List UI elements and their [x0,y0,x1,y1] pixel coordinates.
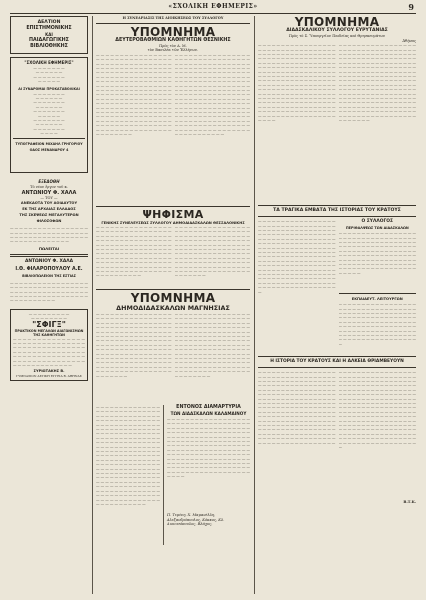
paper-name: "ΣΧΟΛΙΚΗ ΕΦΗΜΕΡΙΣ" [24,60,74,65]
bulletin-title-4: ΠΑΙΔΑΓΩΓΙΚΗΣ [29,38,69,43]
memo-1-recipient: Πρὸς τὸν Α. Μ. [159,43,187,48]
subscription-box [10,57,88,173]
protest-article: ΕΝΤΟΝΟΣ ΔΙΑΜΑΡΤΥΡΙΑ ΤΩΝ ΔΙΔΑΣΚΑΛΩΝ ΚΑΛΑΜΑΙΝΟΥ — — — — — — — — — — — — — — — — — — — — — — — — — — — — — — — — — — — — — — — — — — — — — — — — — — — — — — — — — — — — — — — — — — — — — — — — — — — — — — — — — — — — — — — — — — — — — — — — — — — — — — — — — — — — — — — — — — — — — — — — — — — — — — — — — — — — — — — — — — — — — — — — — — — — — — — — — — — — — — — — — — — — — — — — — — — — — — — — — — — — — — — — — — — — — — — — — — — — — — — — — — — — — — — — — — — — — — — — — — — — — — — — — — — — — — — — — — — — — — Π. Τεμένη, Χ. Μαμανέλλη, Αλεξανδρόπουλος, Κόκκος, Κλ. Διονυσόπουλος, Βλάχος, [163,405,250,545]
book-ad: ΕΞΕΔΟΘΗ Τὸ νέον ἔργον τοῦ κ. ΑΝΤΩΝΙΟΥ Φ. ΧΑΛΑ — ΤΟΥ — ΑΝΕΚΔΟΤΑ ΤΟΥ ΑΟΙΔΑΥΤΟΥ ΕΚ ΤΗΣ ΑΡΧΑΙΑΣ ΕΛΛΑΔΟΣ ΤΗΣ ΣΚΕΨΕΩΣ ΜΕΓΑΛΥΤΕΡΩΝ ΦΙΛΟΣΟΦΩΝ — — — — — — — — — — — — — — — — — — — — — — — — — — — — — — — — — — — — — — — — — — — — — — — — — — — — — — — — — — — — — — — — ΠΩΛΕΙΤΑΙ ΑΝΤΩΝΙΟΥ Φ. ΧΑΛΑ Ι.Θ. ΦΙΛΑΡΟΠΟΥΛΟΥ Α.Ε. ΒΙΒΛΙΟΠΩΛΕΙΟΝ ΤΗΣ ΕΣΤΙΑΣ — — — — — — — — — — — — — — — — — — — — — — — — — — — — — — — — — — — — — — — — — — — — — — — — — — — — — — — — — — — — — — — — — — — — — — — — — — — — — — [10,179,88,303]
decree-body: — — — — — — — — — — — — — — — — — — — — — — — — — — — — — — — — — — — — — — — — — — — — — — — — — — — — — — — — — — — — — — — — — — — — — — — — — — — — — — — — — — — — — — — — — — — — — — — — — — — — — — — — — — — — — — — — — — — — — — — — — — — — — — — — — — — — — — — — — — — — — — — — — — — — — — — — — — — — — — — — — — — — — — — — — — — — — — — — — — — — — — — — — — — — — — — — — — — — — — — — — — — — — — — — — — — — — — — — — — — — — — — — — — — — — — — — — — — — — — — — — — — — — — — — — — — — — — — — — — — — — — — — — — — — — — — — — — — — — — — — — — — — — — — — — — — — — — — — — — — — — — — — — — — — — — — — — — — — — — — — — — — — — — — — — — — — — — — — — — — — — — — — — — — — — — — — — — — — — — — — — — — — — — — — — [96,224,250,278]
memo-2-body: — — — — — — — — — — — — — — — — — — — — — — — — — — — — — — — — — — — — — — — — — — — — — — — — — — — — — — — — — — — — — — — — — — — — — — — — — — — — — — — — — — — — — — — — — — — — — — — — — — — — — — — — — — — — — — — — — — — — — — — — — — — — — — — — — — — — — — — — — — — — — — — — — — — — — — — — — — — — — — — — — — — — — — — — — — — — — — — — — — — — — — — — — — — — — — — — — — — — — — — — — — — — — — — — — — — — — — — — — — — — — — — — — — — — — — — — — — — — — — — — — — — — — — — — — — — — — — — — — — — — — — — — — — — — — — — — — — — — — — — — — — — — — — — — — — — — — — — — — — — — — — — — — — — — — — — — — — — — — — — — — — — — — — — — — — — — — — — — — — — — — — — — — — — — — — — — — — — — — — — — — — — — — — — — — — — — — — — — — — — — — — — — — — — — — — — — — — — — — — — — — — — — — — — — — — — — — — — — — — — — — — — — — — — — — — — — — — — — — — — — — — — — — — — — — — — — — — — — — — — — — — — [96,311,250,378]
author-1: ΑΝΤΩΝΙΟΥ Φ. ΧΑΛΑ [21,189,77,196]
work-2-line-b: ΒΙΒΛΙΟΠΩΛΕΙΟΝ ΤΗΣ ΕΣΤΙΑΣ [22,273,76,278]
memo-1-title: ΥΠΟΜΝΗΜΑ [130,24,216,39]
decree-title: ΨΗΦΙΣΜΑ [142,207,204,221]
center-column [96,16,250,594]
bulletin-title-3: ΚΑΙ [45,32,53,37]
society-title: Ο ΣΥΛΛΟΓΟΣ [361,219,393,225]
sfix-address: ΓΥΜΝΑΣΙΟΝ ΑΣΤΙΚΗ ΕΓΓΕΙΑ Β. ΑΘΗΝΑΣ [16,373,82,378]
column-separator [254,16,255,594]
protest-subtitle: ΤΩΝ ΔΙΔΑΣΚΑΛΩΝ ΚΑΛΑΜΑΙΝΟΥ [170,410,247,416]
memo-1-subtitle: ΔΕΥΤΕΡΟΒΑΘΜΙΩΝ ΚΑΘΗΓΗΤΩΝ ΘΕΣΝΙΚΗΣ [115,37,231,43]
work-1-line-c: ΤΗΣ ΣΚΕΨΕΩΣ ΜΕΓΑΛΥΤΕΡΩΝ [19,213,79,218]
article-signature: Β.Τ.Κ. [403,500,416,505]
memo-3-subtitle: ΔΙΔΑΣΚΑΛΙΚΟΥ ΣΥΛΛΟΓΟΥ ΕΥΡΥΤΑΝΙΑΣ [286,28,388,33]
left-column [10,16,88,594]
lower-center [96,405,250,545]
published-label: ΕΞΕΔΟΘΗ [38,179,60,184]
memo-1-recipient-2: τὸν Βασιλέα τῶν Ἑλλήνων. [147,48,199,53]
header-rule [10,13,416,14]
memo-3-body: — — — — — — — — — — — — — — — — — — — — — — — — — — — — — — — — — — — — — — — — — — — — — — — — — — — — — — — — — — — — — — — — — — — — — — — — — — — — — — — — — — — — — — — — — — — — — — — — — — — — — — — — — — — — — — — — — — — — — — — — — — — — — — — — — — — — — — — — — — — — — — — — — — — — — — — — — — — — — — — — — — — — — — — — — — — — — — — — — — — — — — — — — — — — — — — — — — — — — — — — — — — — — — — — — — — — — — — — — — — — — — — — — — — — — — — — — — — — — — — — — — — — — — — — — — — — — — — — — — — — — — — — — — — — — — — — — — — — — — — — — — — — — — — — — — — — — — — — — — — — — — — — — — — — — — — — — — — — — — — — — — — — — — — — — — — — — — — — — — — — — — — — — — — — — — — — — — — — — — — — — — — — — — — — — — — — — — — — — — — — — — — — — — — — — — — — — — — — — — — — — — — — — — — — — — — — — — — — — — — — — — — — — — — — — — — — — — — — — — — — — — — — — — — — — — — — — — — — — — — — — — — — — — — — — — — — — — — — — — — — — — — — — — — — — — — — — — — — — — — — — — — — — — — — — — — — — — — — — — — — — — — — — — — — — — — — — — — — — — — — — — — — — — — — — — — — — — — — — — — — — — — — — — — — — — — — — — — — — — — — — — — — — — — — — [258,43,416,123]
decree-subtitle: ΓΕΝΙΚΗΣ ΣΥΝΕΛΕΥΣΕΩΣ ΣΥΛΛΟΓΟΥ ΔΗΜΟΔΙΔΑΣΚΑΛΩΝ ΘΕΣΣΑΛΟΝΙΚΗΣ [101,220,245,225]
history-article: — — — — — — — — — — — — — — — — — — — — — — — — — — — — — — — — — — — — — — — — — — — — — — — — — — — — — — — — — — — — — — — — — — — — — — — — — — — — — — — — — — — — — — — — — — — — — — — — — — — — — — — — — — — — — — — — — — — — — — — — — — — — — — — — — — — — — — — — — — — — — — — — — — — — — — — — — — — — — — — — — — — — — — — — — — — — — — — — — — — — — — — — — — — — — — — — — — — — — — — — — — — — — — — — — — — — — — — — — — — — — — — — — — — — — — — — — — — — — — — — — — — — — — — — — — — — — — — — — — — — — — — — — — — — — — — — — Ο ΣΥΛΛΟΓΟΣ ΠΕΡΙΘΑΛΨΕΩΣ ΤΩΝ ΔΙΔΑΣΚΑΛΩΝ — — — — — — — — — — — — — — — — — — — — — — — — — — — — — — — — — — — — — — — — — — — — — — — — — — — — — — — — — — — — — — — — — — — — — — — — — — — — — — — — — — — — — — — — — — — — — — — — — — — — — — — — — — — — — — — — — — — — — — — — — — — — — — — — — — — — — — — — — — — — — — — — — — — — — — — — — — — — — — ΕΚΠΑΙΔΕΥΤ. ΛΕΙΤΟΥΡΓΩΝ — — — — — — — — — — — — — — — — — — — — — — — — — — — — — — — — — — — — — — — — — — — — — — — — — — — — — — — — — — — — — — — — — — — — — — — — — — — — — — — — — — — — — — — — — — — — — — — — — — — — — — — — — — — — — — — — — — — — — — — — — — — — — — — — — — — — — — — — — — — — — — — — — — — — — — — — — — [258,219,416,354]
history-article-title: ΤΑ ΤΡΑΓΙΚΑ ΕΜΒΑΤΑ ΤΗΣ ΙΣΤΟΡΙΑΣ ΤΟΥ ΚΡΑΤΟΥΣ [273,208,401,214]
board-title: ΕΚΠΑΙΔΕΥΤ. ΛΕΙΤΟΥΡΓΩΝ [351,297,403,302]
author-2: ΑΝΤΩΝΙΟΥ Φ. ΧΑΛΑ [24,258,74,264]
society-subtitle: ΠΕΡΙΘΑΛΨΕΩΣ ΤΩΝ ΔΙΔΑΣΚΑΛΩΝ [345,226,409,231]
subscription-lines: — — — — — — — — — — — — — — — — — — — — — — — — — — — — — — — — — — — — — — — — — — — — — — — — — — — — — — — — — — — — — — [33,91,65,136]
memo-2-subtitle: ΔΗΜΟΔΙΔΑΣΚΑΛΩΝ ΜΑΓΝΗΣΙΑΣ [116,303,230,312]
bottom-article: — — — — — — — — — — — — — — — — — — — — — — — — — — — — — — — — — — — — — — — — — — — — — — — — — — — — — — — — — — — — — — — — — — — — — — — — — — — — — — — — — — — — — — — — — — — — — — — — — — — — — — — — — — — — — — — — — — — — — — — — — — — — — — — — — — — — — — — — — — — — — — — — — — — — — — — — — — — — — — — — — — — — — — — — — — — — — — — — — — — — — — — — — — — — — — — — — — — — — — — — — — — — — — — — — — — — — — — — — — — — — — — — — — — — — — — — — — — — — — — — — — — — — — — — — — — — — — — — — — — — — — — — — — — — — — — — — — — — — — — — — — — — — — — — — — — — — — — — — — — — — — — — — — — — — — — — — — — — — — — — — — — — — — — — — — — — — — — — — — — — — — — — — — — — — — — — — — — — — — — — — — — — — — — — — — — — — — — — — — — — — — — — — — — — — — — — — — — — — — — — — — — — — — — — — — — — — — — — — — — — — — — — — — — — — — — — — — — — — — — — — — — — — — — — — — — — — — — — — — — — — — — — — — — — — — — — — — — — — — — — — — — — — — — — — — — — — — — — — — — — — — — — — — — — — — — — — — — — — — — — — — — — — — — — — — — — — — — — — — — — — — — — — — — — — — — — — — — — — — — — — — — — — — — — — — — — — — — — — — — Β.Τ.Κ. [258,370,416,505]
sfix-name: ΣΥΡΙΩΤΑΚΗΣ Β. [33,368,65,373]
top-strip-heading: Η ΣΥΝΕΔΡΙΑΣΙΣ ΤΗΣ ΔΙΟΙΚΗΣΕΩΣ ΤΟΥ ΣΥΛΛΟΓΟΥ [122,16,224,20]
new-book-label: Τὸ νέον ἔργον τοῦ κ. [30,185,68,189]
signature-line-2: Αλεξανδρόπουλος, Κόκκος, Κλ. [167,517,225,522]
signature-line-1: Π. Τεμένη, Χ. Μαμανέλλη, [167,512,216,517]
sold-label: ΠΩΛΕΙΤΑΙ [38,245,60,251]
work-1-line-a: ΑΝΕΚΔΟΤΑ ΤΟΥ ΑΟΙΔΑΥΤΟΥ [20,201,78,206]
print-address: ΟΔΟΣ ΜΕΝΑΝΔΡΟΥ 4 [29,147,69,152]
work-2: Ι.Θ. ΦΙΛΑΡΟΠΟΥΛΟΥ Α.Ε. [15,266,83,272]
bulletin-title-1: ΔΕΛΤΙΟΝ [37,20,61,25]
work-1-line-b: ΕΚ ΤΗΣ ΑΡΧΑΙΑΣ ΕΛΛΑΔΟΣ [22,207,76,212]
sfix-ad: — — — — — — — — — — — — — — — — — "ΣΦΙΓΞ" ΠΡΑΚΤΙΚΟΝ ΜΕΓΑΛΩΝ ΔΙΑΓΩΝΙΣΜΩΝ ΤΗΣ ΚΑΘΗΓΗΤΩΝ — — — — — — — — — — — — — — — — — — — — — — — — — — — — — — — — — — — — — — — — — — — — — — — — — — — — — — — — — — — — — — — — — — — — — — — — — — — — — — — — — — — — — — — — — — — — — — — — — — — — — — — ΣΥΡΙΩΤΑΚΗΣ Β. ΓΥΜΝΑΣΙΟΝ ΑΣΤΙΚΗ ΕΓΓΕΙΑ Β. ΑΘΗΝΑΣ [10,309,88,381]
column-separator [92,16,93,594]
side-notices: Ο ΣΥΛΛΟΓΟΣ ΠΕΡΙΘΑΛΨΕΩΣ ΤΩΝ ΔΙΔΑΣΚΑΛΩΝ — — — — — — — — — — — — — — — — — — — — — — — — — — — — — — — — — — — — — — — — — — — — — — — — — — — — — — — — — — — — — — — — — — — — — — — — — — — — — — — — — — — — — — — — — — — — — — — — — — — — — — — — — — — — — — — — — — — — — — — — — — — — — — — — — — — — — — — — — — — — — — — — — — — — — — — — — — — — — — ΕΚΠΑΙΔΕΥΤ. ΛΕΙΤΟΥΡΓΩΝ — — — — — — — — — — — — — — — — — — — — — — — — — — — — — — — — — — — — — — — — — — — — — — — — — — — — — — — — — — — — — — — — — — — — — — — — — — — — — — — — — — — — — — — — — — — — — — — — — — — — — — — — — — — — — — — — — — — — — — — — — — — — — — — — — — — — — — — — — — — — — — — — — — — — — — — — — — [338,219,416,346]
work-1-line-d: ΦΙΛΟΣΟΦΩΝ [36,219,62,224]
bulletin-box [10,16,88,54]
subscriptions-heading: ΑΙ ΣΥΝΔΡΟΜΑΙ ΠΡΟΚΑΤΑΒΟΛΙΚΑΙ [18,86,80,91]
page-header [10,3,416,13]
memo-1-body: — — — — — — — — — — — — — — — — — — — — — — — — — — — — — — — — — — — — — — — — — — — — — — — — — — — — — — — — — — — — — — — — — — — — — — — — — — — — — — — — — — — — — — — — — — — — — — — — — — — — — — — — — — — — — — — — — — — — — — — — — — — — — — — — — — — — — — — — — — — — — — — — — — — — — — — — — — — — — — — — — — — — — — — — — — — — — — — — — — — — — — — — — — — — — — — — — — — — — — — — — — — — — — — — — — — — — — — — — — — — — — — — — — — — — — — — — — — — — — — — — — — — — — — — — — — — — — — — — — — — — — — — — — — — — — — — — — — — — — — — — — — — — — — — — — — — — — — — — — — — — — — — — — — — — — — — — — — — — — — — — — — — — — — — — — — — — — — — — — — — — — — — — — — — — — — — — — — — — — — — — — — — — — — — — — — — — — — — — — — — — — — — — — — — — — — — — — — — — — — — — — — — — — — — — — — — — — — — — — — — — — — — — — — — — — — — — — — — — — — — — — — — — — — — — — — — — — — — — — — — — — — — — — — — — — — — — — — — — — — — — — — — — — — — — — — — — — — — — — — — — — — — — — — — — — — — — — — — — — — — — — — — — — — — — — — — — — — — — — — — — — — — — — — — — — — — — — — — — — — — — — — — — — — — — — — — — — — — — — — — — — — — — — — — — — — — — — — [96,52,250,137]
page-number: 9 [408,2,414,12]
memo-3-recipient: Πρὸς τὸ Σ. Ὑπουργεῖον Παιδείας καὶ Θρησκευμάτων [288,34,386,38]
bottom-article-title: Η ΙΣΤΟΡΙΑ ΤΟΥ ΚΡΑΤΟΥΣ ΚΑΙ Η ΑΛΚΕΙΑ ΘΡΙΑΜΒΕΥΟΥΝ [270,359,404,365]
protest-title: ΕΝΤΟΝΟΣ ΔΙΑΜΑΡΤΥΡΙΑ [176,404,241,410]
memo-2-title: ΥΠΟΜΝΗΜΑ [130,290,216,305]
print-shop: ΤΥΠΟΓΡΑΦΕΙΟΝ ΜΙΧΑΗΛ ΓΡΗΓΟΡΙΟΥ [15,141,83,146]
sfix-subtitle: ΠΡΑΚΤΙΚΟΝ ΜΕΓΑΛΩΝ ΔΙΑΓΩΝΙΣΜΩΝ ΤΗΣ ΚΑΘΗΓΗΤΩΝ [14,328,84,337]
memo-3-location: Ἀθήνας [402,38,416,43]
memo-3-title: ΥΠΟΜΝΗΜΑ [294,15,380,29]
bulletin-title-5: ΒΙΒΛΙΟΘΗΚΗΣ [30,44,68,49]
bulletin-title-2: ΕΠΙΣΤΗΜΟΝΙΚΗΣ [26,26,72,31]
signature-line-3: Διονυσόπουλος, Βλάχος, [167,522,213,527]
lower-center-left-text: — — — — — — — — — — — — — — — — — — — — — — — — — — — — — — — — — — — — — — — — — — — — — — — — — — — — — — — — — — — — — — — — — — — — — — — — — — — — — — — — — — — — — — — — — — — — — — — — — — — — — — — — — — — — — — — — — — — — — — — — — — — — — — — — — — — — — — — — — — — — — — — — — — — — — — — — — — — — — — — — — — — — — — — — — — — — — — — — — — — — — — — — — — — — — — — — — — — — — — — — — — — — — — — — — — — — — — — — — — — — — — — — — — — — — — — — — — — — — — — — — — — — — — — — — — — — — — — — — — — — — — — — — — — — — — — — — — — — — — — — — — — — — — — — — — — — — — — — — — — — — — — — — — — — — — — — — — — — — — — [96,404,160,506]
masthead: «ΣΧΟΛΙΚΗ ΕΦΗΜΕΡΙΣ» [168,3,258,10]
ad-text-lines: — — — — — — — — — — — — — — — — — — — — — — — — — [33,66,65,84]
right-column [258,16,416,594]
sfix-title: "ΣΦΙΓΞ" [32,319,66,329]
